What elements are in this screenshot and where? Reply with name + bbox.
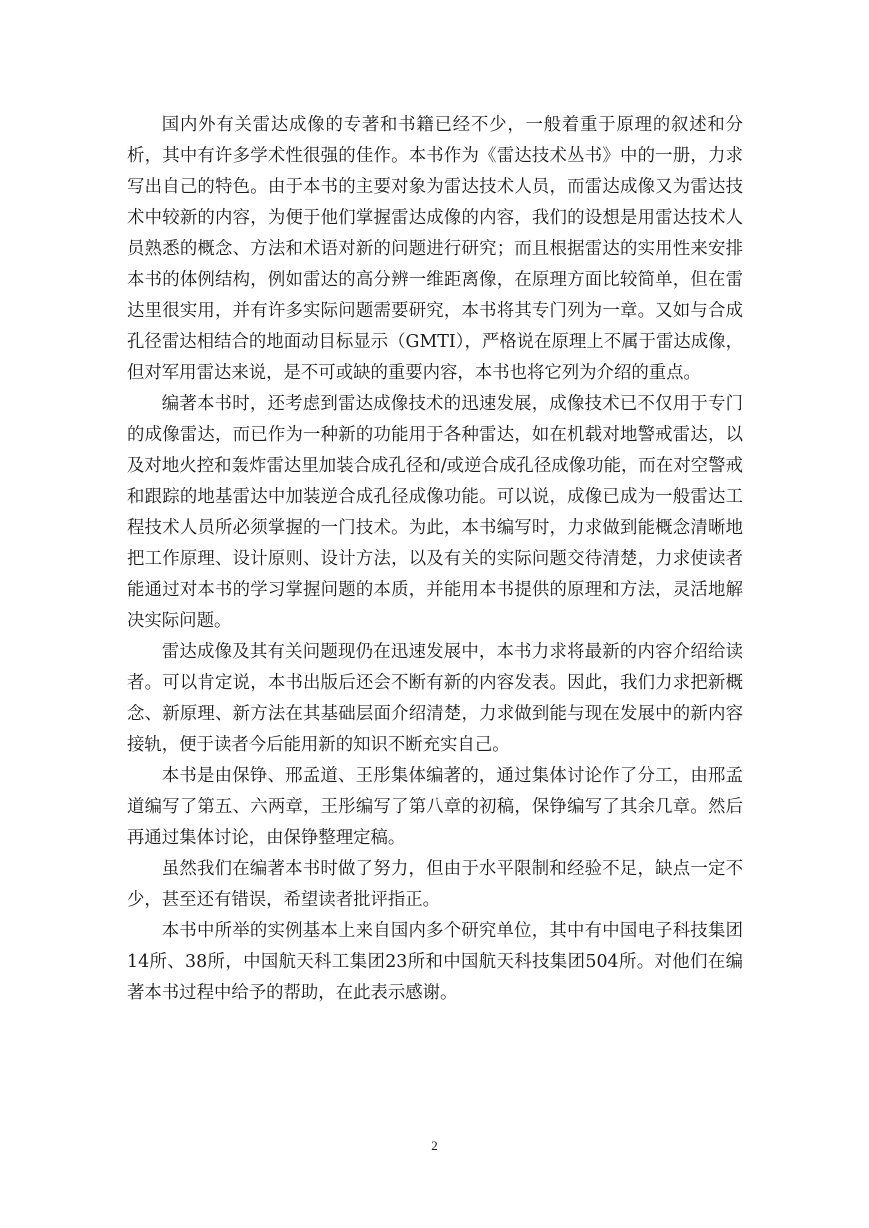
paragraph-5: 虽然我们在编著本书时做了努力，但由于水平限制和经验不足，缺点一定不少，甚至还有错误，希望读者批评指正。: [127, 859, 743, 910]
paragraph-6: 本书中所举的实例基本上来自国内多个研究单位，其中有中国电子科技集团14所、38所，中国航天科工集团23所和中国航天科技集团504所。对他们在编著本书过程中给予的帮助，在此表示感谢。: [127, 921, 743, 1003]
body-text: [127, 110, 743, 1009]
paragraph-4: 本书是由保铮、邢孟道、王彤集体编著的，通过集体讨论作了分工，由邢孟道编写了第五、六两章，王彤编写了第八章的初稿，保铮编写了其余几章。然后再通过集体讨论，由保铮整理定稿。: [127, 766, 743, 848]
paragraph-2: 编著本书时，还考虑到雷达成像技术的迅速发展，成像技术已不仅用于专门的成像雷达，而已作为一种新的功能用于各种雷达，如在机载对地警戒雷达，以及对地火控和轰炸雷达里加装合成孔径和/或逆合成孔径成像功能，而在对空警戒和跟踪的地基雷达中加装逆合成孔径成像功能。可以说，成像已成为一般雷达工程技术人员所必须掌握的一门技术。为此，本书编写时，力求做到能概念清晰地把工作原理、设计原则、设计方法，以及有关的实际问题交待清楚，力求使读者能通过对本书的学习掌握问题的本质，并能用本书提供的原理和方法，灵活地解决实际问题。: [127, 394, 743, 631]
paragraph-1: 国内外有关雷达成像的专著和书籍已经不少，一般着重于原理的叙述和分析，其中有许多学术性很强的佳作。本书作为《雷达技术丛书》中的一册，力求写出自己的特色。由于本书的主要对象为雷达技术人员，而雷达成像又为雷达技术中较新的内容，为便于他们掌握雷达成像的内容，我们的设想是用雷达技术人员熟悉的概念、方法和术语对新的问题进行研究；而且根据雷达的实用性来安排本书的体例结构，例如雷达的高分辨一维距离像，在原理方面比较简单，但在雷达里很实用，并有许多实际问题需要研究，本书将其专门列为一章。又如与合成孔径雷达相结合的地面动目标显示（GMTI），严格说在原理上不属于雷达成像，但对军用雷达来说，是不可或缺的重要内容，本书也将它列为介绍的重点。: [127, 115, 743, 383]
page-number: 2: [431, 1138, 438, 1153]
paragraph-3: 雷达成像及其有关问题现仍在迅速发展中，本书力求将最新的内容介绍给读者。可以肯定说，本书出版后还会不断有新的内容发表。因此，我们力求把新概念、新原理、新方法在其基础层面介绍清楚，力求做到能与现在发展中的新内容接轨，便于读者今后能用新的知识不断充实自己。: [127, 642, 743, 755]
